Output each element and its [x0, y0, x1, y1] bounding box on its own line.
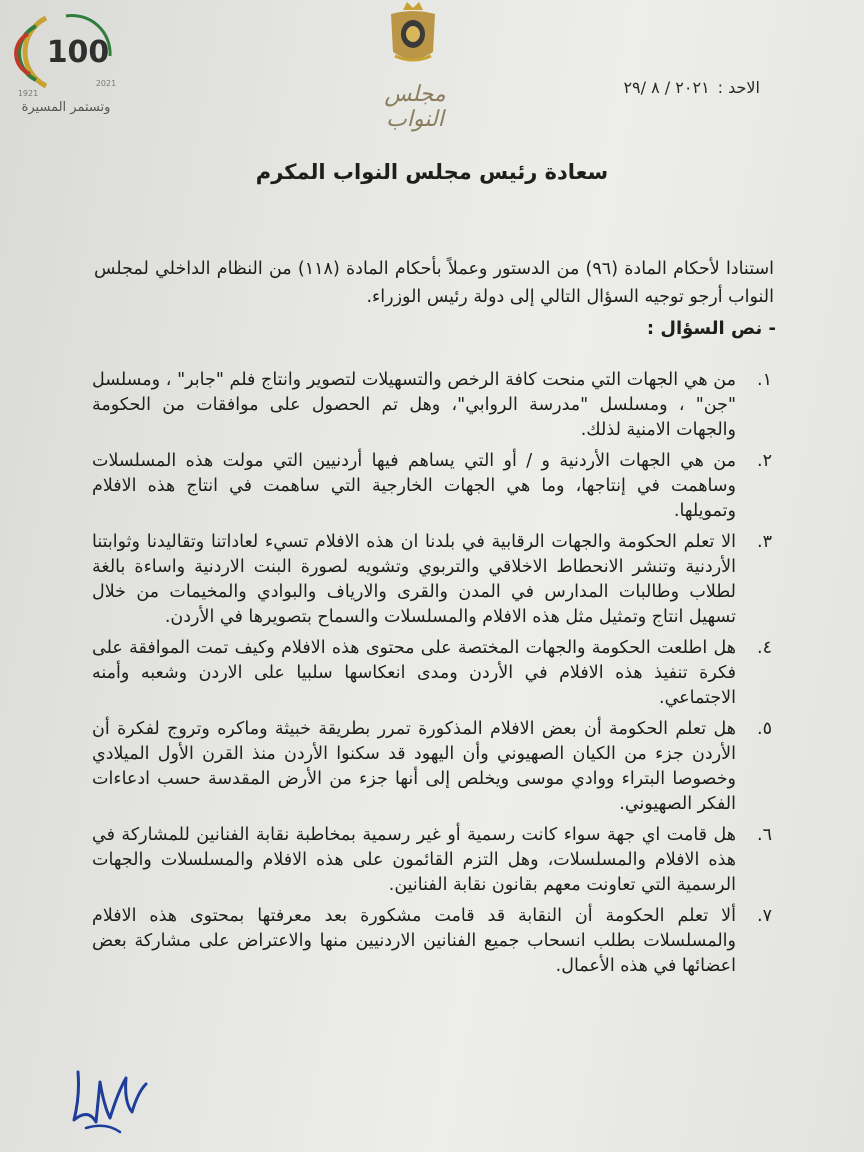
question-text: ألا تعلم الحكومة أن النقابة قد قامت مشكورة بعد معرفتها بمحتوى هذه الافلام والمسلسلات بطلب انسحاب جميع الفنانين الاردنيين منها والاعتراض على مشاركة بعض اعضائها في هذه الأعمال.: [92, 906, 736, 976]
intro-paragraph: استنادا لأحكام المادة (٩٦) من الدستور وعملاً بأحكام المادة (١١٨) من النظام الداخلي لمجلس النواب أرجو توجيه السؤال التالي إلى دولة رئيس الوزراء.: [94, 259, 775, 307]
question-number: ١.: [757, 370, 772, 390]
question-number: ٣.: [757, 532, 772, 552]
question-text: الا تعلم الحكومة والجهات الرقابية في بلدنا ان هذه الافلام تسيء لعاداتنا وتقاليدنا وثوابتنا الأردنية وتنشر الانحطاط الاخلاقي والتربوي وتشويه لصورة البنت الاردنية واساءة بالغة لطلاب وطالبات المدارس في المدن والقرى والارياف والبوادي والمخيمات من خلال تسهيل انتاج وتمثيل مثل هذه الافلام والمسلسلات والسماح بتصويرها في الأردن.: [92, 532, 736, 627]
signature-icon: [66, 1062, 156, 1138]
question-number: ٢.: [757, 451, 772, 471]
question-item: [92, 449, 772, 524]
coat-of-arms: [385, 0, 441, 66]
questions-heading: - نص السؤال :: [646, 318, 776, 339]
signature-underline: [86, 1126, 120, 1132]
question-text: من هي الجهات التي منحت كافة الرخص والتسهيلات لتصوير وانتاج فلم "جابر" ، ومسلسل "جن" ، ومسلسل "مدرسة الروابي"، وهل تم الحصول على موافقات من الحكومة والجهات الامنية لذلك.: [92, 370, 736, 440]
crest-icon: [385, 0, 441, 66]
question-text: من هي الجهات الأردنية و / أو التي يساهم فيها أردنيين التي مولت هذه المسلسلات وساهمت في إنتاجها، وما هي الجهات الخارجية التي ساهمت في انتاج هذه الافلام وتمويلها.: [92, 451, 736, 521]
question-item: [92, 823, 772, 898]
centennial-logo: [6, 4, 126, 120]
crown-shape: [403, 2, 423, 10]
question-item: [92, 368, 772, 443]
date-line: [623, 78, 760, 97]
question-item: [92, 904, 772, 979]
question-text: هل اطلعت الحكومة والجهات المختصة على محتوى هذه الافلام وكيف تمت الموافقة على فكرة تنفيذ هذه الافلام في الأردن ومدى انعكاسها سلبيا على الاردن وشعبه وأمنه الاجتماعي.: [92, 638, 736, 708]
logo-number: 100: [46, 35, 110, 70]
question-number: ٦.: [757, 825, 772, 845]
date-label: الاحد :: [717, 78, 760, 97]
date-value: ٢٠٢١ / ٨ /٢٩: [623, 78, 710, 97]
logo-year-end: 2021: [95, 79, 117, 88]
question-text: هل قامت اي جهة سواء كانت رسمية أو غير رسمية بمخاطبة نقابة الفنانين للمشاركة في هذه الافلام والمسلسلات، وهل التزم القائمون على هذه الافلام والمسلسلات والجهات الرسمية التي تعاونت معهم بقانون نقابة الفنانين.: [92, 825, 736, 895]
question-item: [92, 636, 772, 711]
salutation: سعادة رئيس مجلس النواب المكرم: [255, 160, 609, 184]
question-number: ٧.: [757, 906, 772, 926]
shield-center: [406, 26, 420, 42]
questions-list: [92, 368, 772, 985]
question-number: ٤.: [757, 638, 772, 658]
logo-year-start: 1921: [17, 89, 39, 98]
handwritten-signature: [66, 1062, 156, 1138]
question-number: ٥.: [757, 719, 772, 739]
question-text: هل تعلم الحكومة أن بعض الافلام المذكورة تمرر بطريقة خبيثة وماكره وتروج لفكرة أن الأردن جزء من الكيان الصهيوني وأن اليهود قد سكنوا الأردن منذ القرن الأول الميلادي وخصوصا البتراء ووادي موسى ويخلص إلى أنها جزء من الأرض المقدسة حسب ادعاءات الفكر الصهيوني.: [92, 719, 736, 814]
logo-tagline: وتستمر المسيرة: [21, 100, 111, 115]
question-item: [92, 717, 772, 817]
centennial-emblem-icon: [6, 4, 126, 100]
council-name: مجلس النواب: [384, 82, 446, 132]
signature-stroke: [74, 1072, 146, 1122]
question-item: [92, 530, 772, 630]
